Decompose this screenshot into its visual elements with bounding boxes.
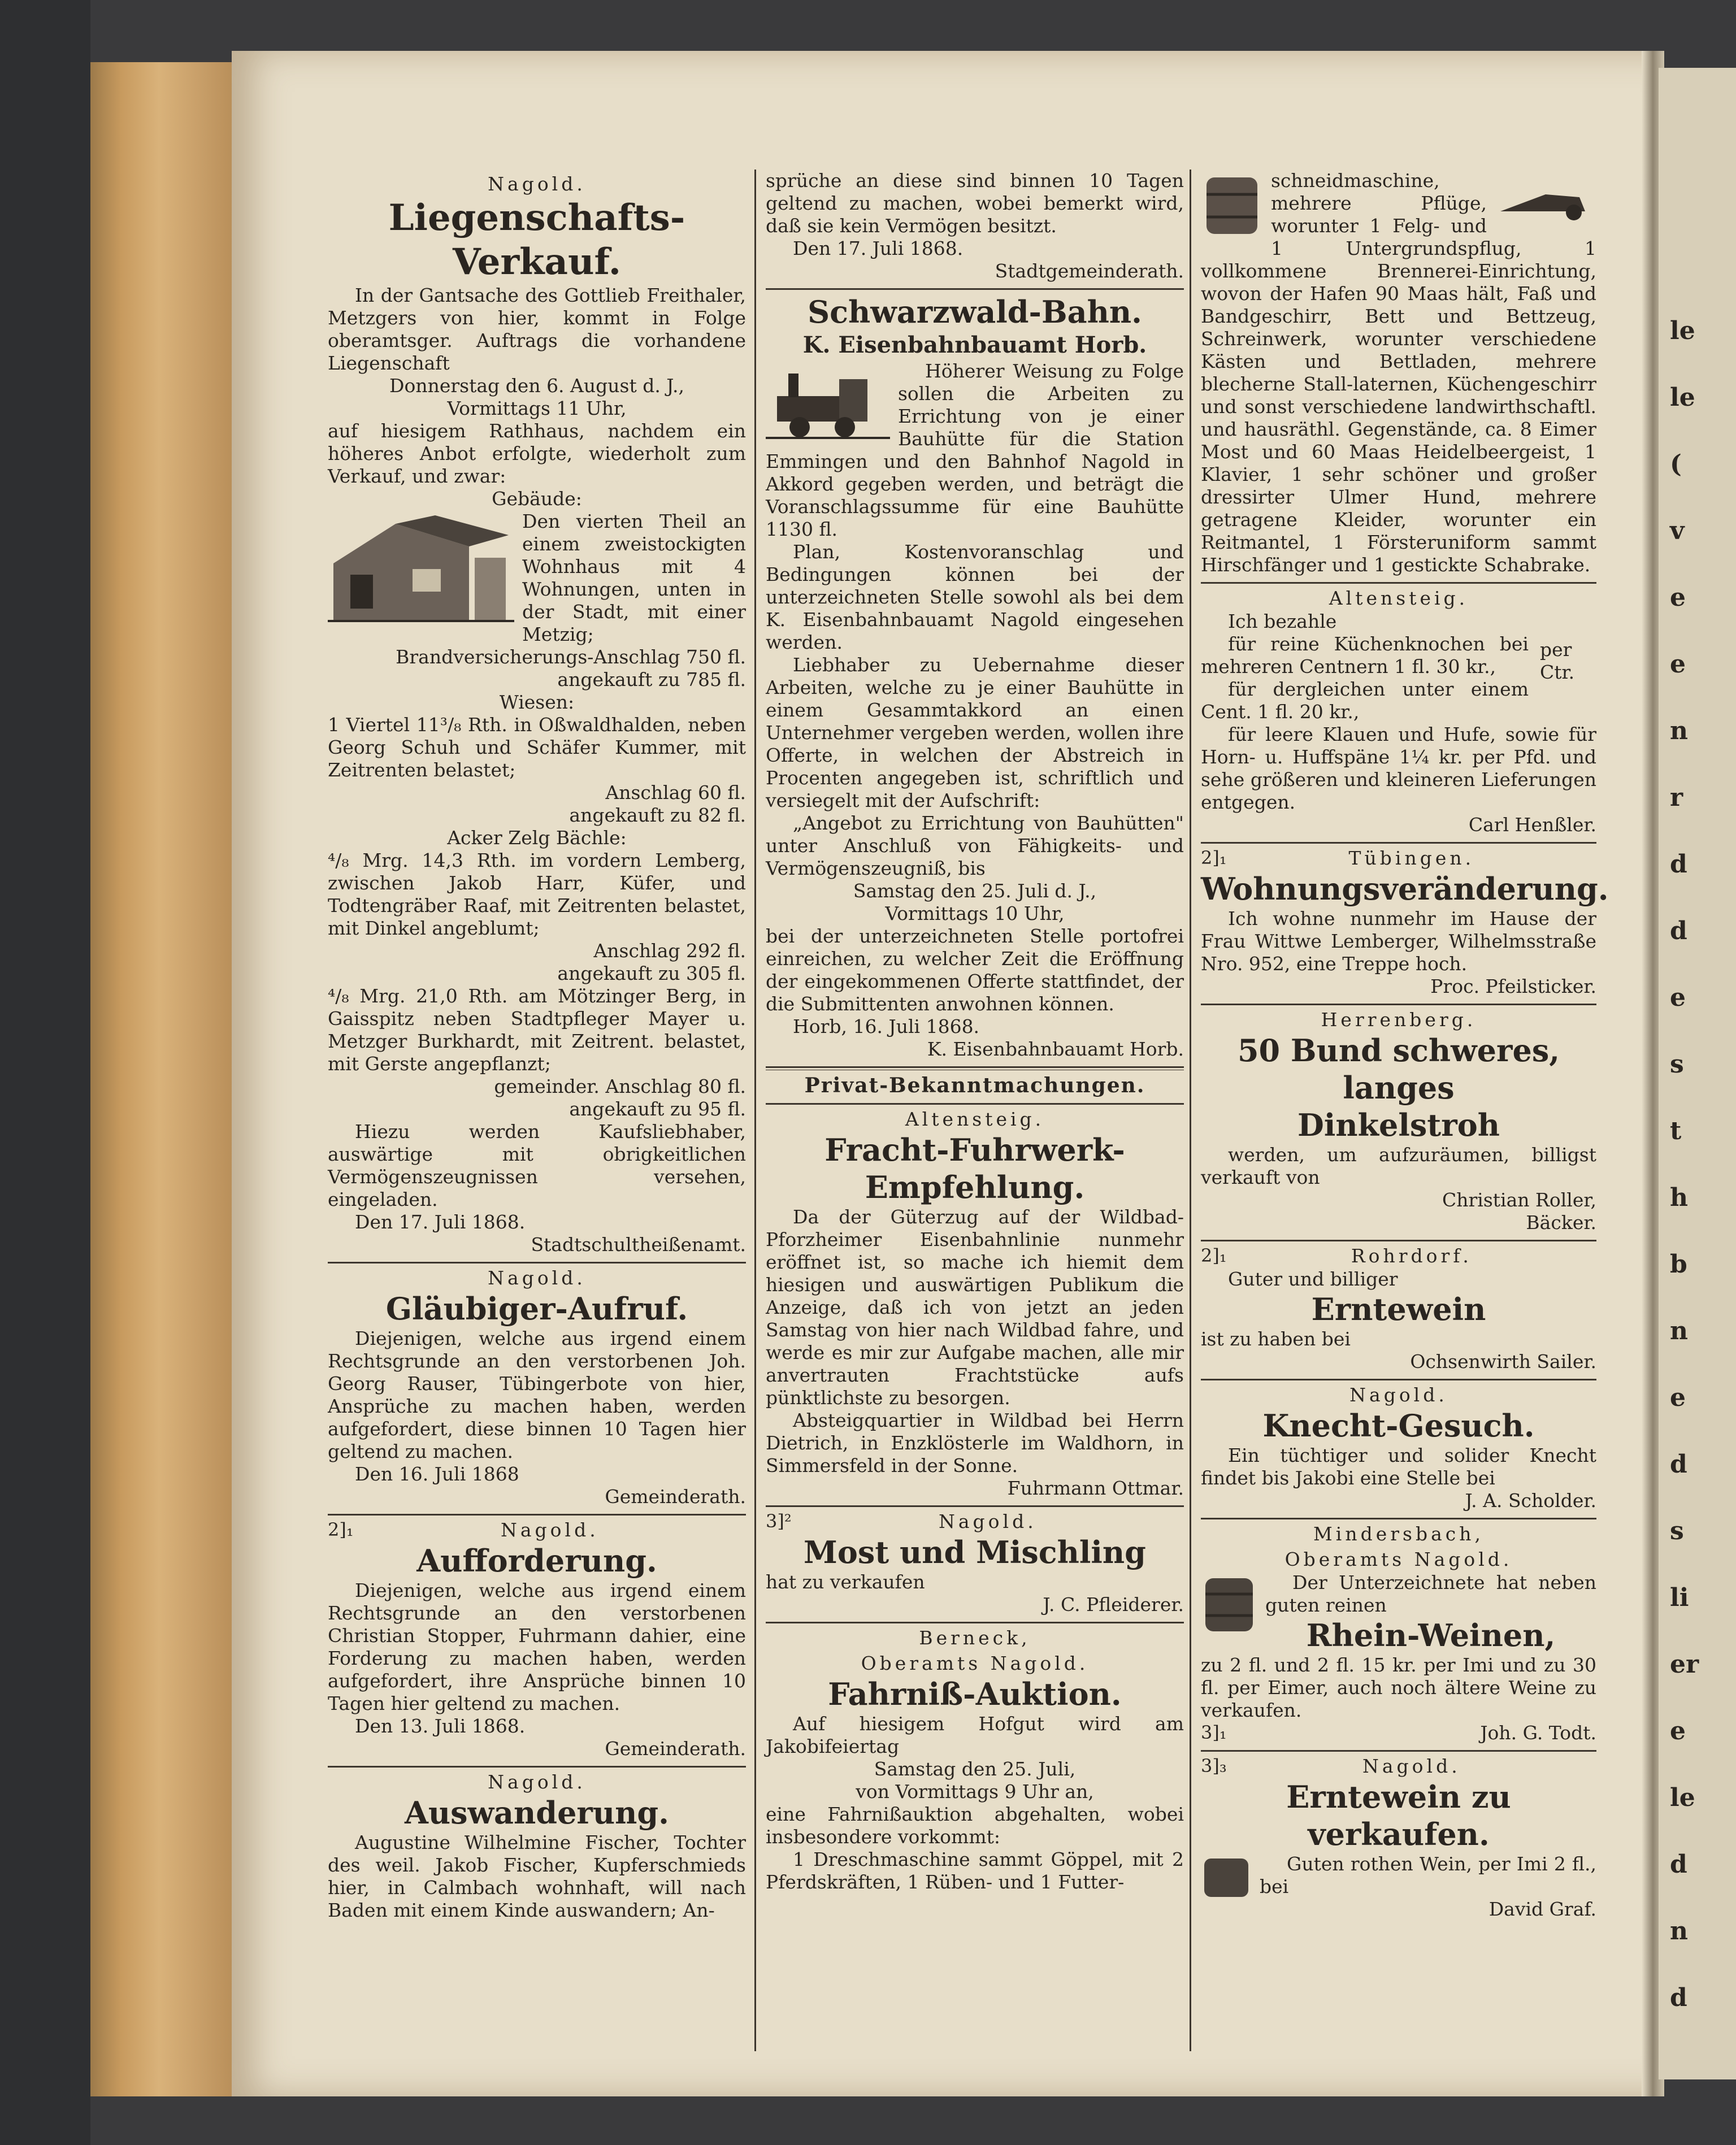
ad-amount: angekauft zu 785 fl.	[557, 668, 746, 691]
facing-page-fragment: d	[1670, 1850, 1687, 1879]
ad-signature: Gemeinderath.	[605, 1738, 746, 1760]
divider	[1201, 1379, 1596, 1380]
ad-text: auf hiesigem Rathhaus, nachdem ein höheres Anbot erfolgte, wiederholt zum Verkauf, und zwar:	[328, 420, 746, 487]
place-line: Altensteig.	[1329, 587, 1469, 609]
divider	[1201, 1004, 1596, 1005]
ad-time: Vormittags 10 Uhr,	[885, 902, 1065, 924]
ad-signature: Carl Henßler.	[1468, 814, 1596, 836]
facing-page-fragment: h	[1670, 1183, 1688, 1212]
ad-rhein-weinen	[1201, 1523, 1596, 1744]
facing-page-fragment: le	[1670, 316, 1695, 345]
ad-fracht-fuhrwerk	[766, 1108, 1184, 1500]
ad-dated: Horb, 16. Juli 1868.	[793, 1015, 980, 1037]
ad-text: Guter und billiger	[1228, 1268, 1398, 1290]
ad-fahrniss-auktion	[766, 1627, 1184, 1894]
ad-signature: Bäcker.	[1526, 1212, 1596, 1234]
ad-title: Fahrniß-Auktion.	[828, 1676, 1122, 1712]
ad-wohnungsveraenderung	[1201, 847, 1609, 998]
ad-text: Diejenigen, welche aus irgend einem Rechtsgrunde an den verstorbenen Christian Stopper, Fuhrmann dahier, eine Forderung zu machen haben, werden aufgefordert, ihre Ansprüche binnen 10 Tagen hier geltend zu machen.	[328, 1579, 746, 1714]
ad-number: 2]₁	[328, 1519, 354, 1540]
facing-page-fragment: b	[1670, 1250, 1687, 1279]
ad-amount: Anschlag 292 fl.	[593, 940, 746, 962]
column-2	[766, 170, 1184, 1894]
ad-title: Knecht-Gesuch.	[1262, 1408, 1535, 1444]
place-line: Rohrdorf.	[1351, 1245, 1472, 1267]
place-line: Tübingen.	[1348, 847, 1475, 869]
ad-dated: Den 17. Juli 1868.	[355, 1211, 526, 1233]
place-line: Nagold.	[1362, 1755, 1461, 1777]
facing-page-fragment: le	[1670, 383, 1695, 412]
ad-text: Ich bezahle	[1228, 610, 1337, 632]
facing-page-fragment: e	[1670, 1383, 1686, 1412]
ad-number: 2]₁	[1201, 847, 1227, 869]
background	[0, 0, 90, 2145]
ad-text: 1 Dreschmaschine sammt Göppel, mit 2 Pferdskräften, 1 Rüben- und 1 Futter-	[766, 1848, 1184, 1893]
ad-text: Absteigquartier in Wildbad bei Herrn Dietrich, in Enzklösterle im Waldhorn, in Simmersfeld in der Sonne.	[766, 1409, 1184, 1477]
ad-subheading: Acker Zelg Bächle:	[447, 827, 627, 849]
column-1	[328, 170, 746, 1922]
barrel-illustration	[1201, 172, 1263, 242]
plough-illustration	[1495, 172, 1596, 225]
ad-text: ⁴/₈ Mrg. 21,0 Rth. am Mötzinger Berg, in Gaisspitz neben Stadtpfleger Mayer u. Metzger Burkhardt, mit Zeitrent. belastet, mit Gerste angepflanzt;	[328, 985, 746, 1075]
facing-page-fragment: e	[1670, 650, 1686, 679]
ad-text: Plan, Kostenvoranschlag und Bedingungen können bei der unterzeichneten Stelle sowohl als bei dem K. Eisenbahnbauamt Nagold eingesehen werden.	[766, 541, 1184, 653]
ad-time: von Vormittags 9 Uhr an,	[856, 1781, 1094, 1803]
place-line: Herrenberg.	[1321, 1009, 1477, 1031]
facing-page-fragment: e	[1670, 983, 1686, 1012]
place-line: Nagold.	[488, 173, 586, 195]
ad-text: „Angebot zu Errichtung von Bauhütten" unter Anschluß von Fähigkeits- und Vermögenszeugniß, bis	[766, 812, 1184, 879]
ad-text: für leere Klauen und Hufe, sowie für Horn- u. Huffspäne 1¼ kr. per Pfd. und sehe größeren und kleineren Lieferungen entgegen.	[1201, 723, 1596, 813]
divider	[328, 1766, 746, 1768]
place-line: Nagold.	[488, 1267, 586, 1289]
facing-page-fragment: d	[1670, 917, 1687, 945]
ad-text: 1 Viertel 11³/₈ Rth. in Oßwaldhalden, neben Georg Schuh und Schäfer Kummer, mit Zeitrenten belastet;	[328, 714, 746, 781]
ad-number: 2]₁	[1201, 1245, 1227, 1266]
ad-knecht-gesuch	[1201, 1384, 1596, 1512]
ad-number: 3]²	[766, 1510, 792, 1532]
ad-aufforderung	[328, 1519, 746, 1760]
facing-page-fragment: s	[1670, 1517, 1684, 1545]
ad-amount: Brandversicherungs-Anschlag 750 fl.	[396, 646, 746, 668]
ad-title: Gläubiger-Aufruf.	[385, 1291, 688, 1327]
ad-continuation	[1201, 170, 1596, 576]
column-rule	[754, 170, 756, 2051]
ad-text: für dergleichen unter einem Cent. 1 fl. 20 kr.,	[1201, 678, 1529, 723]
small-barrel-illustration	[1201, 1855, 1252, 1903]
facing-page-fragment: e	[1670, 583, 1686, 612]
ad-signature: Fuhrmann Ottmar.	[1007, 1477, 1184, 1499]
place-line: Nagold.	[500, 1519, 599, 1541]
ad-title: Most und Mischling	[804, 1534, 1146, 1570]
ad-signature: K. Eisenbahnbauamt Horb.	[927, 1038, 1184, 1060]
ad-knochen	[1201, 587, 1596, 836]
ad-dated: Den 13. Juli 1868.	[355, 1715, 526, 1737]
ad-dated: Den 16. Juli 1868	[355, 1463, 519, 1485]
ad-text: Der Unterzeichnete hat neben guten reinen	[1265, 1571, 1596, 1616]
divider	[1201, 1750, 1596, 1752]
divider	[766, 1622, 1184, 1623]
ad-text: Den vierten Theil an einem zweistockigten Wohnhaus mit 4 Wohnungen, unten in der Stadt, mit einer Metzig;	[522, 510, 746, 645]
column-rule	[1190, 170, 1191, 2051]
ad-text: Ein tüchtiger und solider Knecht findet bis Jakobi eine Stelle bei	[1201, 1444, 1596, 1489]
facing-page-fragment: (	[1670, 450, 1682, 479]
ad-glaeubiger-aufruf	[328, 1267, 746, 1508]
facing-page-fragment: er	[1670, 1650, 1699, 1679]
ad-signature: Gemeinderath.	[605, 1486, 746, 1508]
ad-text: Da der Güterzug auf der Wildbad-Pforzheimer Eisenbahnlinie nunmehr eröffnet ist, so mache ich hiemit dem hiesigen und auswärtigen Publikum die Anzeige, daß ich von jetzt an jeden Samstag von hier nach Wildbad fahre, und werde es mir zur Aufgabe machen, alle mir anvertrauten Frachtstücke aufs pünktlichste zu besorgen.	[766, 1206, 1184, 1409]
ad-dinkelstroh	[1201, 1009, 1596, 1234]
house-illustration	[328, 513, 514, 628]
facing-page-fragment: li	[1670, 1583, 1689, 1612]
ad-title: Wohnungsveränderung.	[1201, 871, 1609, 907]
ad-number: 3]₃	[1201, 1755, 1227, 1777]
facing-page-fragment: n	[1670, 1317, 1688, 1345]
ad-amount: Anschlag 60 fl.	[605, 781, 746, 804]
ad-erntewein-verkaufen	[1201, 1755, 1596, 1921]
ad-signature: J. C. Pfleiderer.	[1043, 1593, 1184, 1616]
ad-text: sprüche an diese sind binnen 10 Tagen geltend zu machen, wobei bemerkt wird, daß sie kein Vermögen besitzt.	[766, 170, 1184, 237]
wine-barrel-illustration	[1201, 1574, 1257, 1638]
place-line: Oberamts Nagold.	[1284, 1548, 1513, 1570]
divider	[1201, 1518, 1596, 1519]
ad-date: Donnerstag den 6. August d. J.,	[389, 375, 684, 397]
ad-title: Dinkelstroh	[1297, 1107, 1500, 1143]
ad-amount: gemeinder. Anschlag 80 fl.	[494, 1075, 746, 1097]
ad-signature: David Graf.	[1488, 1898, 1596, 1920]
ad-liegenschafts-verkauf	[328, 173, 746, 1256]
ad-signature: Christian Roller,	[1442, 1189, 1596, 1211]
facing-page-fragment: le	[1670, 1783, 1695, 1812]
ad-text: ist zu haben bei	[1201, 1328, 1351, 1350]
place-line: Nagold.	[938, 1510, 1037, 1532]
place-line: Nagold.	[488, 1771, 586, 1793]
ad-signature: Stadtgemeinderath.	[995, 260, 1184, 282]
ad-date: Samstag den 25. Juli d. J.,	[853, 880, 1097, 902]
facing-page-fragment: d	[1670, 1450, 1687, 1479]
ad-text: ⁴/₈ Mrg. 14,3 Rth. im vordern Lemberg, zwischen Jakob Harr, Küfer, und Todtengräber Raaf, mit Zeitrenten belastet, mit Dinkel angeblumt;	[328, 849, 746, 939]
column-3	[1201, 170, 1609, 1921]
ad-title: Liegenschafts-Verkauf.	[388, 197, 685, 283]
divider	[328, 1262, 746, 1263]
place-line: Nagold.	[1349, 1384, 1448, 1406]
ad-text: für reine Küchenknochen bei mehreren Centnern 1 fl. 30 kr.,	[1201, 633, 1529, 678]
ad-text: schneidmaschine, mehrere Pflüge, worunter 1 Felg- und 1 Untergrundspflug, 1 vollkommene Brennerei-Einrichtung, wovon der Hafen 90 Maas hält, Faß und Bandgeschirr, Bett und Bettzeug, Schreinwerk, worunter verschiedene Kästen und Bettladen, mehrere blecherne Stall-laternen, Küchengeschirr und sonst verschiedene landwirthschaftl. und hausräthl. Gegenstände, ca. 8 Eimer Most und 60 Maas Heidelbeergeist, 1 Klavier, 1 sehr schöner und großer dressirter Ulmer Hund, mehrere getragene Kleider, worunter ein Reitmantel, 1 Försteruniform sammt Hirschfänger und 1 gestickte Schabrake.	[1201, 170, 1596, 576]
facing-page-fragment: d	[1670, 850, 1687, 879]
facing-page-fragment: v	[1670, 516, 1685, 545]
ad-title: Empfehlung.	[865, 1169, 1085, 1205]
ad-date: Samstag den 25. Juli,	[874, 1758, 1076, 1780]
ad-title: Fracht-Fuhrwerk-	[824, 1132, 1125, 1168]
ad-signature: Ochsenwirth Sailer.	[1410, 1351, 1596, 1373]
facing-page-fragment: s	[1670, 1050, 1684, 1079]
ad-unit: per Ctr.	[1540, 639, 1575, 683]
divider	[328, 1514, 746, 1516]
ad-text: Liebhaber zu Uebernahme dieser Arbeiten, welche zu je einer Bauhütte in einem Gesammtakkord an einen Unternehmer vergeben werden, wollen ihre Offerte, in welchen der Abstreich in Procenten angegeben ist, schriftlich und versiegelt mit der Aufschrift:	[766, 654, 1184, 811]
facing-page-fragment: t	[1670, 1117, 1682, 1145]
divider	[1201, 842, 1596, 844]
ad-subheading: Gebäude:	[492, 488, 582, 510]
ad-subheading: Wiesen:	[499, 691, 575, 713]
ad-signature: Joh. G. Todt.	[1480, 1722, 1596, 1744]
ad-text: Hiezu werden Kaufsliebhaber, auswärtige mit obrigkeitlichen Vermögenszeugnissen versehen, eingeladen.	[328, 1121, 746, 1210]
section-heading: Privat-Bekanntmachungen.	[804, 1074, 1145, 1097]
place-line: Mindersbach,	[1313, 1523, 1484, 1545]
ad-signature: J. A. Scholder.	[1465, 1490, 1596, 1512]
ad-title: Rhein-Weinen,	[1306, 1617, 1556, 1653]
place-line: Berneck,	[919, 1627, 1031, 1649]
ad-continuation	[766, 170, 1184, 283]
ad-text: Augustine Wilhelmine Fischer, Tochter des weil. Jakob Fischer, Kupferschmieds hier, in Calmbach wohnhaft, will nach Baden mit einem Kinde auswandern; An-	[328, 1831, 746, 1921]
divider	[1201, 582, 1596, 584]
book-page-edges	[90, 62, 243, 2096]
facing-page-fragment: r	[1670, 783, 1683, 812]
ad-title: Schwarzwald-Bahn.	[808, 294, 1142, 330]
ad-erntewein	[1201, 1245, 1596, 1373]
ad-text: In der Gantsache des Gottlieb Freithaler, Metzgers von hier, kommt in Folge oberamtsger. Auftrags die vorhandene Liegenschaft	[328, 284, 746, 374]
ad-text: Ich wohne nunmehr im Hause der Frau Wittwe Lemberger, Wilhelmsstraße Nro. 952, eine Treppe hoch.	[1201, 908, 1596, 975]
facing-page-fragment: e	[1670, 1717, 1686, 1745]
divider	[766, 1066, 1184, 1070]
ad-amount: angekauft zu 82 fl.	[569, 804, 746, 826]
ad-dated: Den 17. Juli 1868.	[793, 237, 964, 259]
ad-text: bei der unterzeichneten Stelle portofrei einreichen, zu welcher Zeit die Eröffnung der eingekommenen Offerte stattfindet, der die Submittenten anwohnen können.	[766, 925, 1184, 1015]
ad-number: 3]₁	[1201, 1722, 1227, 1743]
divider	[766, 1505, 1184, 1507]
ad-signature: Proc. Pfeilsticker.	[1430, 975, 1596, 997]
ad-time: Vormittags 11 Uhr,	[447, 397, 627, 419]
ad-title: Erntewein	[1311, 1291, 1486, 1327]
ad-title: Auswanderung.	[405, 1795, 669, 1831]
ad-text: eine Fahrnißauktion abgehalten, wobei insbesondere vorkommt:	[766, 1803, 1184, 1848]
ad-subtitle: K. Eisenbahnbauamt Horb.	[802, 332, 1147, 358]
ad-text: Auf hiesigem Hofgut wird am Jakobifeiertag	[766, 1713, 1184, 1757]
ad-text: Höherer Weisung zu Folge sollen die Arbeiten zu Errichtung von je einer Bauhütte für die Station Emmingen und den Bahnhof Nagold in Akkord gegeben werden, und beträgt die Voranschlagssumme für eine Bauhütte 1130 fl.	[766, 360, 1184, 540]
ad-amount: angekauft zu 95 fl.	[569, 1098, 746, 1120]
ad-text: hat zu verkaufen	[766, 1571, 925, 1593]
ad-title: Erntewein zu verkaufen.	[1286, 1779, 1511, 1852]
place-line: Oberamts Nagold.	[861, 1652, 1089, 1674]
facing-page-fragment: n	[1670, 1917, 1688, 1946]
ad-schwarzwald-bahn	[766, 293, 1184, 1061]
ad-auswanderung	[328, 1771, 746, 1922]
ad-most-mischling	[766, 1510, 1184, 1616]
ad-signature: Stadtschultheißenamt.	[531, 1234, 746, 1256]
ad-text: Diejenigen, welche aus irgend einem Rechtsgrunde an den verstorbenen Joh. Georg Rauser, Tübingerbote von hier, Ansprüche zu machen haben, werden aufgefordert, diese binnen 10 Tagen hier geltend zu machen.	[328, 1327, 746, 1462]
locomotive-illustration	[766, 362, 890, 444]
ad-title: Aufforderung.	[416, 1543, 657, 1579]
ad-title: 50 Bund schweres, langes	[1237, 1032, 1560, 1106]
facing-page-fragment: d	[1670, 1983, 1687, 2012]
divider	[1201, 1240, 1596, 1241]
facing-page-fragment: n	[1670, 717, 1688, 745]
divider	[766, 288, 1184, 290]
ad-text: werden, um aufzuräumen, billigst verkauft von	[1201, 1144, 1596, 1188]
ad-text: Guten rothen Wein, per Imi 2 fl., bei	[1260, 1853, 1596, 1898]
ad-text: zu 2 fl. und 2 fl. 15 kr. per Imi und zu 30 fl. per Eimer, auch noch ältere Weine zu verkaufen.	[1201, 1654, 1596, 1721]
place-line: Altensteig.	[905, 1108, 1045, 1130]
divider	[766, 1103, 1184, 1105]
ad-amount: angekauft zu 305 fl.	[557, 962, 746, 984]
